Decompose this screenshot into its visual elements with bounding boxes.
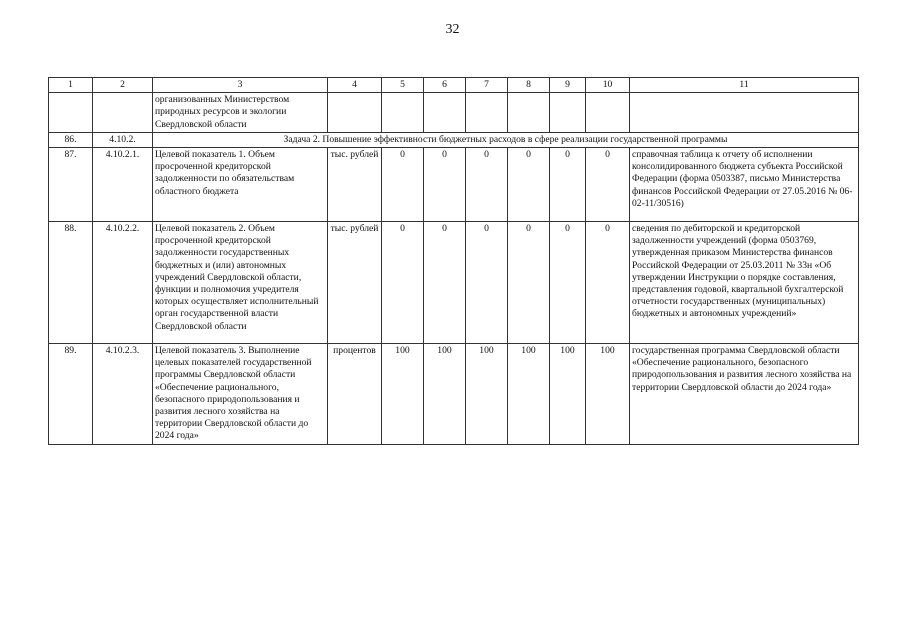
row-code: 4.10.2. [93, 132, 153, 147]
value-cell: 0 [382, 222, 424, 344]
column-numbers-row [49, 78, 859, 93]
column-number: 11 [630, 78, 859, 93]
table-row [49, 222, 859, 344]
indicator-text: организованных Министерством природных ресурсов и экологии Свердловской области [153, 93, 328, 133]
column-number: 3 [153, 78, 328, 93]
unit-cell: тыс. рублей [328, 148, 382, 222]
value-cell: 0 [382, 148, 424, 222]
value-cell: 0 [586, 148, 630, 222]
column-number: 4 [328, 78, 382, 93]
value-cell: 0 [586, 222, 630, 344]
column-number: 6 [424, 78, 466, 93]
column-number: 2 [93, 78, 153, 93]
indicator-text: Целевой показатель 2. Объем просроченной кредиторской задолженности государственных бюджетных и (или) автономных учреждений Свердловской области, функции и полномочия учредителя которых осуществляет исполнительный орган государственной власти Свердловской области [153, 222, 328, 344]
unit-cell: процентов [328, 344, 382, 445]
source-text: сведения по дебиторской и кредиторской задолженности учреждений (форма 0503769, утвержденная приказом Министерства финансов Российской Федерации от 25.03.2011 № 33н «Об утверждении Инструкции о порядке составления, представления годовой, квартальной бухгалтерской отчетности государственных (муниципальных) бюджетных и автономных учреждений» [630, 222, 859, 344]
row-number: 89. [49, 344, 93, 445]
value-cell: 100 [382, 344, 424, 445]
source-text: справочная таблица к отчету об исполнении консолидированного бюджета субъекта Российской Федерации (форма 0503387, письмо Министерства финансов Российской Федерации от 27.05.2016 № 06-02-11/30516) [630, 148, 859, 222]
indicator-text: Целевой показатель 3. Выполнение целевых показателей государственной программы Свердловской области «Обеспечение рационального, безопасного природопользования и развития лесного хозяйства на территории Свердловской области до 2024 года» [153, 344, 328, 445]
column-number: 9 [550, 78, 586, 93]
column-number: 1 [49, 78, 93, 93]
source-text: государственная программа Свердловской области «Обеспечение рационального, безопасного природопользования и развития лесного хозяйства на территории Свердловской области до 2024 года» [630, 344, 859, 445]
value-cell: 100 [508, 344, 550, 445]
row-number: 87. [49, 148, 93, 222]
table-row [49, 148, 859, 222]
value-cell: 0 [466, 148, 508, 222]
value-cell: 0 [550, 222, 586, 344]
column-number: 7 [466, 78, 508, 93]
unit-cell: тыс. рублей [328, 222, 382, 344]
indicators-table [48, 77, 859, 445]
value-cell: 100 [586, 344, 630, 445]
row-code: 4.10.2.1. [93, 148, 153, 222]
row-code: 4.10.2.3. [93, 344, 153, 445]
task-heading: Задача 2. Повышение эффективности бюджетных расходов в сфере реализации государственной программы [153, 132, 859, 147]
row-number: 88. [49, 222, 93, 344]
row-number: 86. [49, 132, 93, 147]
column-number: 10 [586, 78, 630, 93]
indicator-text: Целевой показатель 1. Объем просроченной кредиторской задолженности по обязательствам областного бюджета [153, 148, 328, 222]
task-row [49, 132, 859, 147]
value-cell: 0 [550, 148, 586, 222]
value-cell: 0 [424, 148, 466, 222]
value-cell: 0 [424, 222, 466, 344]
value-cell: 100 [424, 344, 466, 445]
page-number: 32 [445, 22, 460, 37]
value-cell: 100 [466, 344, 508, 445]
value-cell: 0 [466, 222, 508, 344]
value-cell: 0 [508, 148, 550, 222]
table-row [49, 344, 859, 445]
column-number: 8 [508, 78, 550, 93]
value-cell: 0 [508, 222, 550, 344]
row-code: 4.10.2.2. [93, 222, 153, 344]
continuation-row [49, 93, 859, 133]
value-cell: 100 [550, 344, 586, 445]
column-number: 5 [382, 78, 424, 93]
